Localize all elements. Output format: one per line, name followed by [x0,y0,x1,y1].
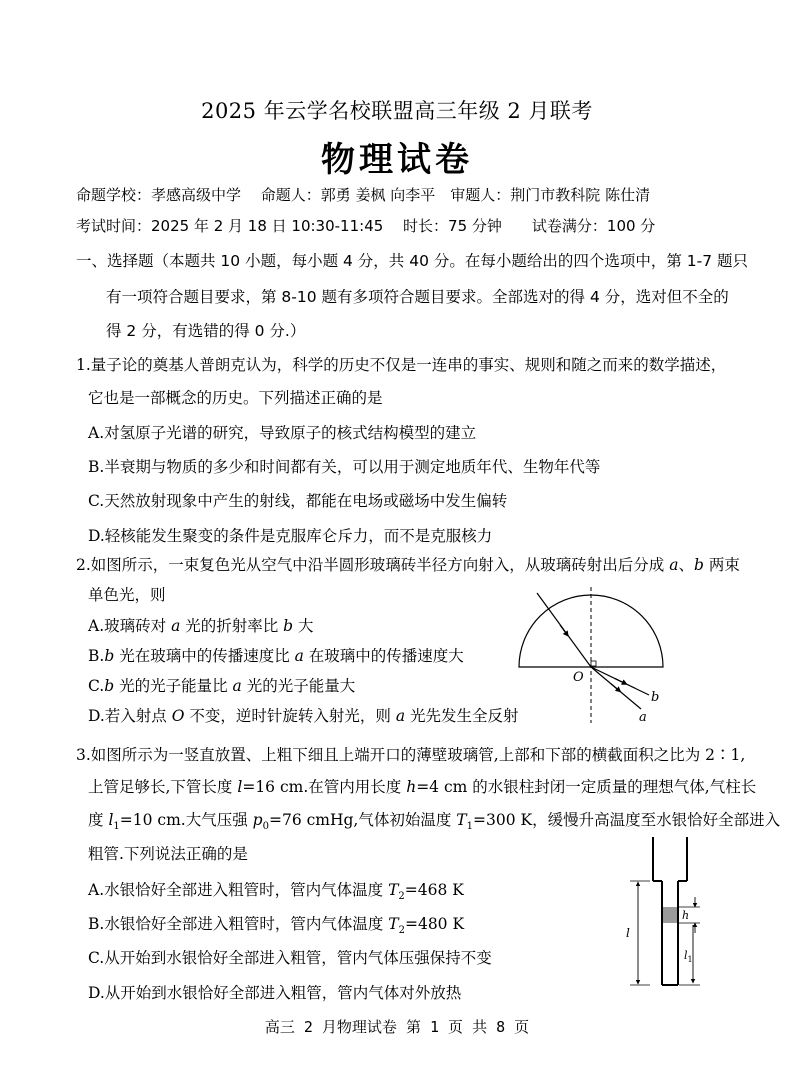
q1-stem-line1: 1.量子论的奠基人普朗克认为，科学的历史不仅是一连串的事实、规则和随之而来的数学描述， [76,356,727,374]
q1-option-a: A.对氢原子光谱的研究，导致原子的核式结构模型的建立 [88,424,477,442]
q3-option-c: C.从开始到水银恰好全部进入粗管，管内气体压强保持不变 [88,949,492,967]
right-angle-marker [591,661,596,666]
q3-option-a: A.水银恰好全部进入粗管时，管内气体温度 $T_2=468$ K [88,881,464,903]
label-b: b [651,690,660,705]
exam-header: 2025 年云学名校联盟高三年级 2 月联考 [201,99,593,123]
label-a: a [639,710,647,725]
q2-option-a: A.玻璃砖对 a 光的折射率比 b 大 [88,617,314,635]
label-O: O [573,670,584,685]
q3-figure-glass-tube [620,835,710,995]
q2-option-b: B.b 光在玻璃中的传播速度比 a 在玻璃中的传播速度大 [88,647,464,665]
page-footer: 高三 2 月物理试卷 第 1 页 共 8 页 [264,1018,530,1036]
label-h: h [682,909,690,922]
incident-arrow [560,625,567,635]
q3-stem-line4: 粗管.下列说法正确的是 [88,845,248,863]
q3-option-b: B.水银恰好全部进入粗管时，管内气体温度 $T_2=480$ K [88,915,465,937]
label-l1: $l_1$ [684,949,693,964]
q3-stem-line3: 度 $l_1=10$ cm.大气压强 $p_0=76$ cmHg,气体初始温度 $T_1=300$ K，缓慢升高温度至水银恰好全部进入 [88,811,781,833]
section-instruction-1: 一、选择题（本题共 10 小题，每小题 4 分，共 40 分。在每小题给出的四个选项中，第 1-7 题只 [76,252,749,270]
q1-option-d: D.轻核能发生聚变的条件是克服库仑斥力，而不是克服核力 [88,527,493,545]
q2-stem-line1: 2.如图所示，一束复色光从空气中沿半圆形玻璃砖半径方向射入，从玻璃砖射出后分成 a、b 两束 [76,556,740,574]
meta-authors: 命题学校：孝感高级中学 命题人：郭勇 姜枫 向李平 审题人：荆门市教科院 陈仕清 [76,186,651,204]
q1-stem-line2: 它也是一部概念的历史。下列描述正确的是 [88,389,383,407]
q3-stem-line2: 上管足够长,下管长度 l=16 cm.在管内用长度 h=4 cm 的水银柱封闭一定质量的理想气体,气柱长 [88,778,757,796]
q2-figure-glass-brick [515,585,665,725]
page-title: 物理试卷 [321,140,473,180]
meta-time: 考试时间：2025 年 2 月 18 日 10:30-11:45 时长：75 分钟 试卷满分：100 分 [76,217,656,235]
ray-a-arrow [611,684,619,691]
q1-option-b: B.半衰期与物质的多少和时间都有关，可以用于测定地质年代、生物年代等 [88,458,601,476]
q1-option-c: C.天然放射现象中产生的射线，都能在电场或磁场中发生偏转 [88,492,508,510]
section-instruction-2: 有一项符合题目要求，第 8-10 题有多项符合题目要求。全部选对的得 4 分，选对但不全的 [106,288,729,306]
q2-stem-line2: 单色光，则 [88,586,166,604]
q3-stem-line1: 3.如图所示为一竖直放置、上粗下细且上端开口的薄壁玻璃管,上部和下部的横截面积之比为 2∶1, [76,746,746,764]
label-l: l [626,926,630,940]
mercury-column [663,907,677,923]
q3-option-d: D.从开始到水银恰好全部进入粗管，管内气体对外放热 [88,984,462,1002]
ray-b-arrow [615,679,625,684]
q2-option-c: C.b 光的光子能量比 a 光的光子能量大 [88,677,356,695]
q2-option-d: D.若入射点 O 不变，逆时针旋转入射光，则 a 光先发生全反射 [88,707,519,725]
section-instruction-3: 得 2 分，有选错的得 0 分.） [106,322,306,340]
